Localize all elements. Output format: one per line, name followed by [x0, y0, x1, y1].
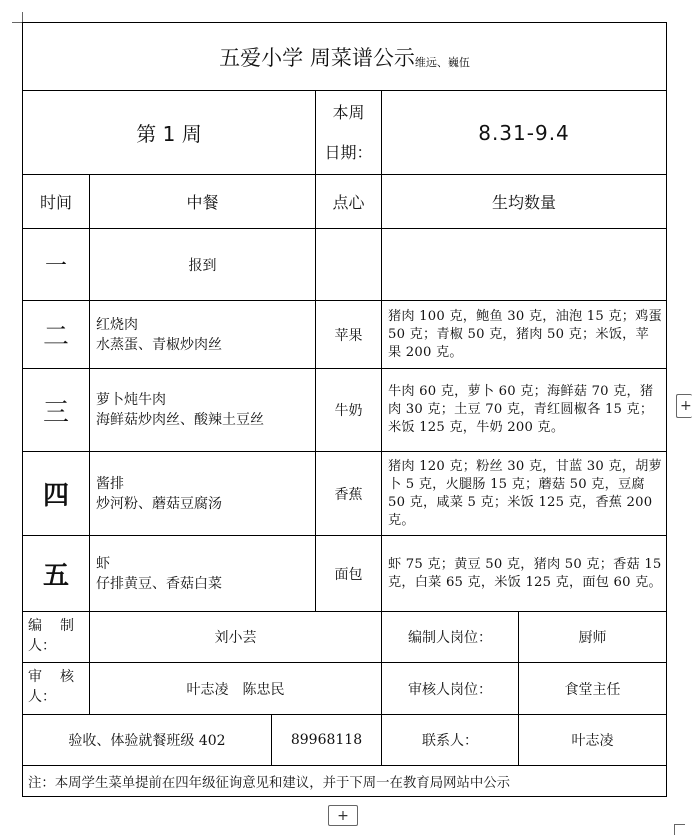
- day-label-5: 五: [42, 561, 69, 591]
- contact-label: 联系人：: [422, 733, 478, 749]
- add-row-button[interactable]: +: [328, 805, 358, 826]
- day-label-2: 二: [42, 322, 69, 352]
- day-label-1: 一: [44, 254, 67, 279]
- compiler-label-line2: 人：: [28, 638, 56, 654]
- date-label-line1: 本周: [332, 102, 365, 122]
- lunch-dish-2b: 水蒸蛋、青椒炒肉丝: [96, 336, 222, 353]
- compiler-label: [28, 616, 86, 656]
- reviewer-post: 食堂主任: [564, 681, 621, 698]
- reviewer-label-line1: 审 核: [28, 669, 76, 685]
- lunch-dish-4b: 炒河粉、蘑菇豆腐汤: [96, 495, 222, 512]
- snack-2: 苹果: [334, 327, 363, 344]
- corner-marker-bottom-right: [674, 824, 685, 835]
- snack-5: 面包: [334, 566, 363, 583]
- date-label-line2: 日期：: [324, 142, 373, 162]
- lunch-dish-5b: 仔排黄豆、香菇白菜: [96, 575, 222, 592]
- day-label-3: 三: [42, 397, 69, 428]
- quantity-5: 虾 75 克；黄豆 50 克，猪肉 50 克；香菇 15 克，白菜 65 克，米饭 125 克，面包 60 克。: [388, 556, 662, 590]
- lunch-dish-5a: 虾: [96, 555, 110, 572]
- snack-4: 香蕉: [334, 486, 363, 503]
- quantity-1: [388, 229, 662, 300]
- reviewer-name: 叶志凌 陈忠民: [186, 681, 285, 698]
- inspection-label: 验收、体验就餐班级 402: [68, 733, 226, 749]
- lunch-dish-1: 报到: [188, 257, 217, 274]
- lunch-dish-2a: 红烧肉: [96, 316, 138, 333]
- add-column-button[interactable]: +: [676, 394, 692, 418]
- col-snack-header: 点心: [332, 193, 365, 212]
- date-label-cell: [316, 91, 381, 174]
- page-title: 五爱小学 周菜谱公示: [219, 45, 415, 70]
- reviewer-label-line2: 人：: [28, 689, 56, 705]
- lunch-cell-5: [96, 536, 315, 611]
- compiler-post: 厨师: [578, 630, 607, 646]
- lunch-dish-3a: 萝卜炖牛肉: [96, 392, 166, 408]
- snack-1: [316, 229, 381, 300]
- footer-note: 注：本周学生菜单提前在四年级征询意见和建议，并于下周一在教育局网站中公示: [28, 775, 511, 791]
- contact-name: 叶志凌: [571, 733, 614, 749]
- lunch-cell-2: [96, 301, 315, 368]
- week-label: 第 1 周: [136, 122, 202, 146]
- reviewer-post-label: 审核人岗位：: [408, 681, 492, 698]
- snack-3: 牛奶: [334, 403, 363, 419]
- title-cell: [23, 23, 666, 90]
- date-value: 8.31-9.4: [478, 120, 570, 145]
- phone-number: 89968118: [290, 732, 363, 748]
- lunch-cell-3: [96, 369, 315, 451]
- quantity-2: 猪肉 100 克，鲍鱼 30 克，油泡 15 克；鸡蛋 50 克；青椒 50 克，猪肉 50 克；米饭，苹果 200 克。: [388, 308, 662, 360]
- lunch-dish-3b: 海鲜菇炒肉丝、酸辣土豆丝: [96, 412, 264, 428]
- lunch-cell-4: [96, 452, 315, 535]
- reviewer-label: [28, 667, 86, 707]
- lunch-dish-4a: 酱排: [96, 475, 124, 492]
- compiler-post-label: 编制人岗位：: [408, 630, 492, 646]
- col-lunch-header: 中餐: [186, 193, 219, 212]
- col-quantity-header: 生均数量: [491, 193, 556, 212]
- title-note: 维远、巍伍: [414, 56, 470, 69]
- col-time-header: 时间: [39, 193, 72, 212]
- compiler-label-line1: 编 制: [28, 618, 76, 634]
- compiler-name: 刘小芸: [214, 630, 257, 646]
- quantity-4: 猪肉 120 克；粉丝 30 克，甘蓝 30 克，胡萝卜 5 克，火腿肠 15 克；蘑菇 50 克，豆腐 50 克，咸菜 5 克；米饭 125 克，香蕉 200 克。: [388, 458, 662, 528]
- quantity-3: 牛肉 60 克，萝卜 60 克；海鲜菇 70 克，猪肉 30 克；土豆 70 克，青红圆椒各 15 克；米饭 125 克，牛奶 200 克。: [388, 384, 654, 435]
- day-label-4: 四: [42, 481, 69, 511]
